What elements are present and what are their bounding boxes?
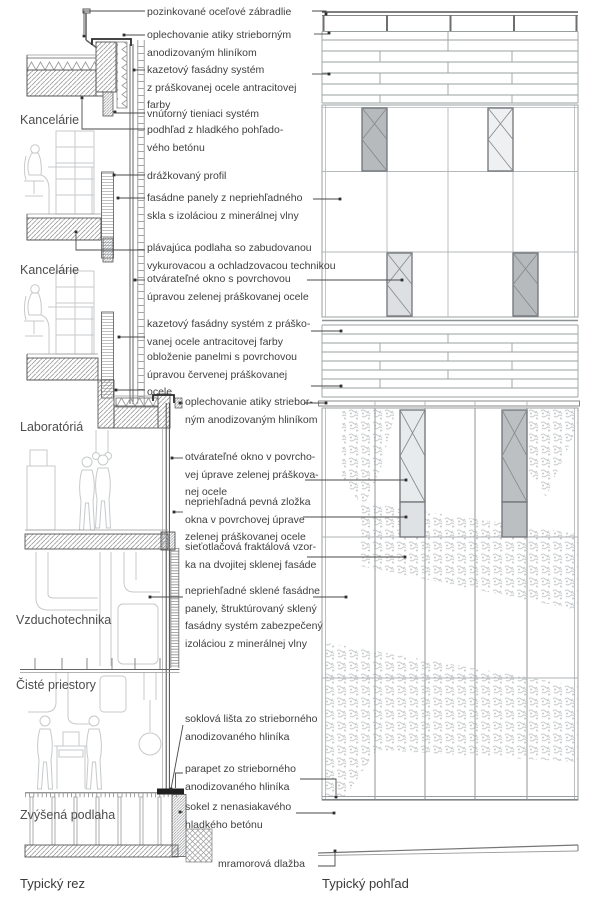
raised-floor	[25, 789, 212, 863]
annotation-label: parapet zo strieborného anodizovaného hliníka	[185, 763, 296, 793]
annotation-label: soklová lišta zo strieborného anodizovaného hliníka	[185, 713, 318, 743]
floor-slab-2	[27, 214, 101, 240]
room-label-kancelarie-1: Kancelárie	[20, 113, 80, 127]
spandrel-panels	[102, 172, 114, 398]
annotation-label: vnútorný tieniaci systém	[147, 108, 260, 120]
annotation-label: sokel z nenasiakavého hladkého betónu	[185, 801, 292, 831]
room-label-ciste-priestory: Čisté priestory	[16, 678, 96, 692]
annotation-label: otvárateľné okno s povrchovou úpravou zelenej práškovanej ocele	[147, 273, 309, 303]
interior-blind-box-1	[103, 92, 113, 116]
annotation-label: sieťotlačová fraktálová vzor- ka na dvojitej sklenej fasáde	[185, 541, 317, 571]
annotation-label: oplechovanie atiky striebor- ným anodizovaným hliníkom	[185, 396, 318, 426]
windows-upper	[362, 108, 538, 316]
annotation-label: oplechovanie atiky strieborným anodizovaným hliníkom	[147, 29, 292, 59]
annotation-label: mramorová dlažba	[218, 858, 305, 870]
glazing-grid-upper	[322, 105, 578, 321]
room-label-kancelarie-2: Kancelárie	[20, 263, 80, 277]
caption-section: Typický rez	[20, 876, 86, 891]
upper-facade	[130, 40, 144, 404]
annotation-label: plávajúca podlaha so zabudovanou vykurovacou a ochladzovacou technikou	[147, 242, 336, 272]
elevation-drawing	[318, 12, 580, 856]
room-label-vzduchotechnika: Vzduchotechnika	[16, 613, 112, 627]
room-label-zvysena-podlaha: Zvýšená podlaha	[20, 808, 116, 822]
cladding-band-top	[322, 32, 578, 104]
room-label-laboratoria: Laboratóriá	[20, 420, 84, 434]
annotation-label: kazetový fasádny systém z práško- vanej ocele antracitovej farby	[147, 318, 311, 348]
laboratory-slab	[25, 530, 175, 550]
annotation-label: nepriehľadné sklené fasádne panely, štruktúrovaný sklený fasádny systém zabezpečený izoláciou z minerálnej vlny	[185, 585, 323, 650]
caption-elevation: Typický pohľad	[322, 876, 409, 891]
railing	[322, 12, 578, 31]
lower-facade	[163, 403, 179, 793]
fractal-pattern-bands	[322, 409, 578, 797]
annotation-label: kazetový fasádny systém z práškovanej ocele antracitovej farby	[147, 64, 297, 111]
atika-flashing-band	[318, 401, 580, 406]
marble-paving-wedge	[318, 845, 578, 856]
annotation-label: drážkovaný profil	[147, 170, 227, 182]
annotation-label: nepriehľadná pevná zložka okna v povrchovej úprave zelenej práškovanej ocele	[185, 496, 311, 543]
cladding-band-mid	[322, 325, 578, 397]
annotation-label: fasádne panely z nepriehľadného skla s izoláciou z minerálnej vlny	[147, 192, 303, 222]
annotation-label: pozinkované oceľové zábradlie	[147, 6, 292, 18]
annotation-label: podhľad z hladkého pohľado- vého betónu	[147, 124, 284, 154]
annotation-label: otvárateľné okno v povrcho- vej úprave zelenej práškova- nej ocele	[185, 451, 319, 498]
annotation-label: obloženie panelmi s povrchovou úpravou červenej práškovanej ocele	[147, 351, 298, 398]
roof-slab	[27, 55, 103, 96]
